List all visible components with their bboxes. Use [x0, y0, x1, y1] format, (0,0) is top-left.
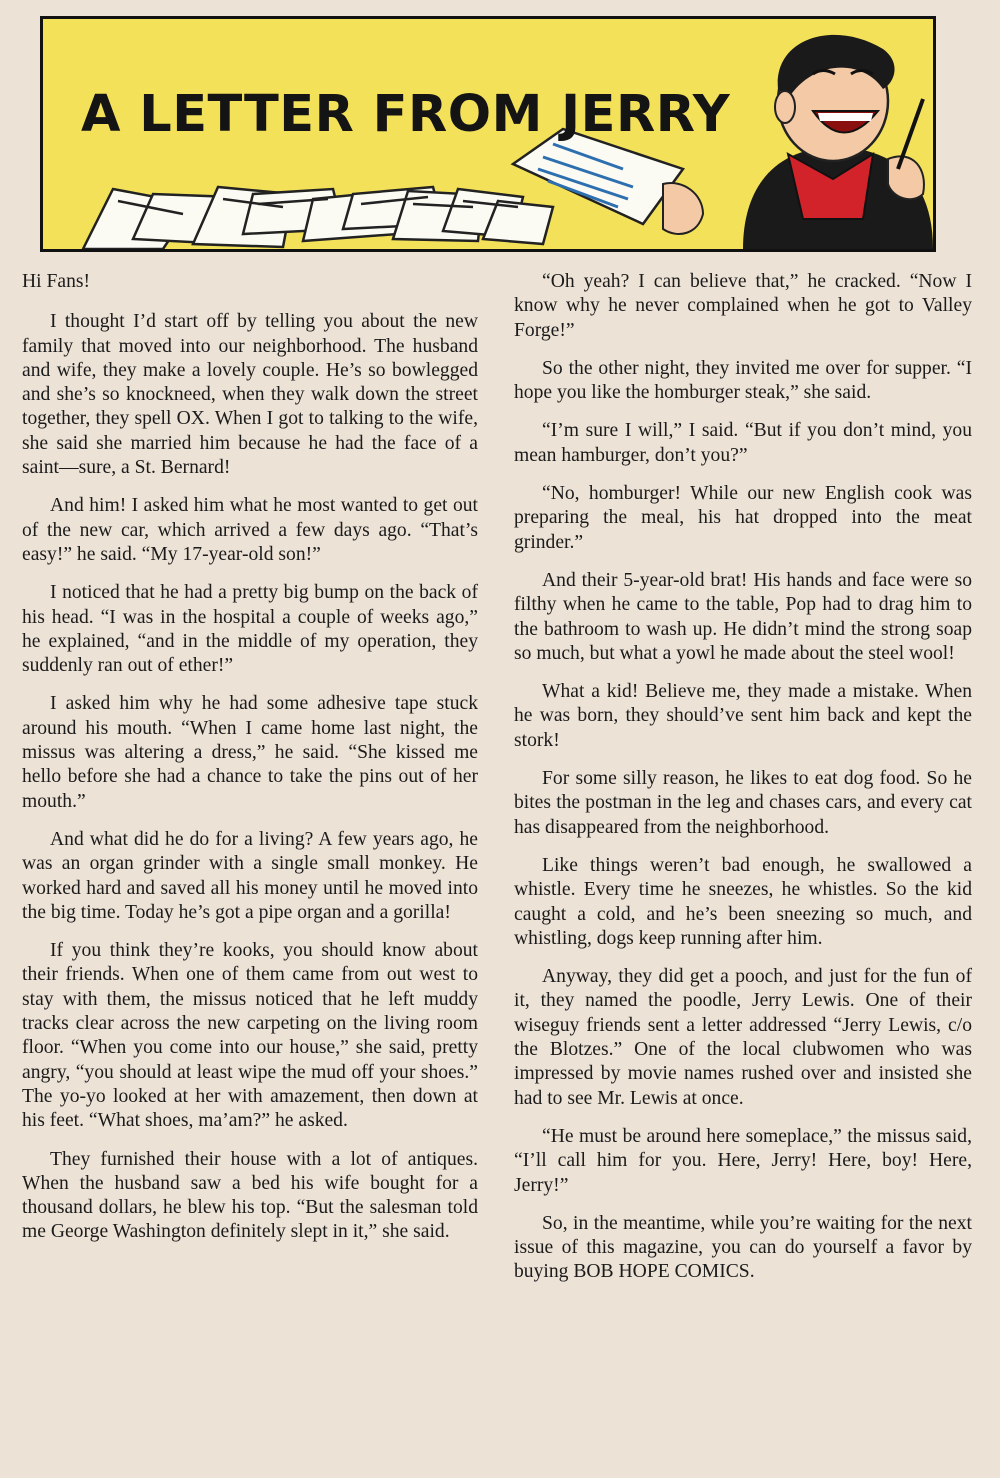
letter-left-column: [22, 270, 478, 1259]
header-panel: [40, 16, 936, 252]
letter-paragraph: “No, homburger! While our new English cook was preparing the meal, his hat dropped into the meat grinder.”: [514, 483, 972, 553]
letter-closing: So, in the meantime, while you’re waiting for the next issue of this magazine, you can do yourself a favor by buying BOB HOPE COMICS.: [514, 1212, 972, 1283]
letter-paragraph: Like things weren’t bad enough, he swallowed a whistle. Every time he sneezes, he whistles. So the kid caught a cold, and he’s been sneezing so much, and whistling, dogs keep running after him.: [514, 854, 972, 949]
letter-paragraph: “I’m sure I will,” I said. “But if you don’t mind, you mean hamburger, don’t you?”: [514, 420, 972, 466]
letter-paragraph: “Oh yeah? I can believe that,” he cracked. “Now I know why he never complained when he got to Valley Forge!”: [514, 271, 972, 341]
letter-paragraph: They furnished their house with a lot of antiques. When the husband saw a bed his wife bought for a thousand dollars, he blew his top. “But the salesman told me George Washington definitely slept in it,” she said.: [22, 1148, 478, 1243]
letter-right-column: [514, 270, 972, 1299]
letter-paragraph: I noticed that he had a pretty big bump on the back of his head. “I was in the hospital a couple of weeks ago,” he explained, “and in the middle of my operation, they suddenly ran out of ether!”: [22, 582, 478, 677]
letter-paragraph: And him! I asked him what he most wanted to get out of the new car, which arrived a few days ago. “That’s easy!” he said. “My 17-year-old son!”: [22, 495, 478, 565]
letter-greeting: Hi Fans!: [22, 271, 91, 292]
letter-paragraph: I thought I’d start off by telling you about the new family that moved into our neighborhood. The husband and wife, they make a lovely couple. He’s so bowlegged and she’s so knockneed, when they walk down the street together, they spell OX. When I got to talking to the wife, she said she married him because he had the face of a saint—sure, a St. Bernard!: [22, 311, 478, 479]
letter-paragraph: “He must be around here someplace,” the missus said, “I’ll call him for you. Here, Jerry! Here, boy! Here, Jerry!”: [514, 1125, 972, 1196]
letter-paragraph: If you think they’re kooks, you should know about their friends. When one of them came from out west to stay with them, the missus noticed that he left muddy tracks clear across the new carpeting on the living room floor. “When you come into our house,” she said, pretty angry, “you should at least wipe the mud off your shoes.” The yo-yo looked at her with amazement, then down at his feet. “What shoes, ma’am?” he asked.: [22, 940, 478, 1132]
letter-paragraph: So the other night, they invited me over for supper. “I hope you like the homburger steak,” she said.: [514, 357, 972, 404]
letter-paragraph: And what did he do for a living? A few years ago, he was an organ grinder with a single small monkey. He worked hard and saved all his money until he moved into the big time. Today he’s got a pipe organ and a gorilla!: [22, 828, 478, 923]
envelope-pile-icon: [83, 187, 553, 249]
letter-paragraph: What a kid! Believe me, they made a mistake. When he was born, they should’ve sent him back and kept the stork!: [514, 681, 972, 751]
letter-paragraph: For some silly reason, he likes to eat dog food. So he bites the postman in the leg and chases cars, and every cat has disappeared from the neighborhood.: [514, 768, 972, 838]
letter-paragraph: I asked him why he had some adhesive tape stuck around his mouth. “When I came home last night, the missus was altering a dress,” he said. “She kissed me hello before she had a chance to take the pins out of her mouth.”: [22, 693, 478, 812]
letter-paragraph: And their 5-year-old brat! His hands and face were so filthy when he came to the table, Pop had to drag him to the bathroom to wash up. He didn’t mind the strong soap so much, but what a yowl he made about the steel wool!: [514, 569, 972, 664]
letter-paragraph: Anyway, they did get a pooch, and just for the fun of it, they named the poodle, Jerry Lewis. One of their wiseguy friends sent a letter addressed “Jerry Lewis, c/o the Blotzes.” One of the local clubwomen who was impressed by movie names rushed over and insisted she had to see Mr. Lewis at once.: [514, 966, 972, 1109]
page-title: A LETTER FROM JERRY: [81, 85, 731, 144]
